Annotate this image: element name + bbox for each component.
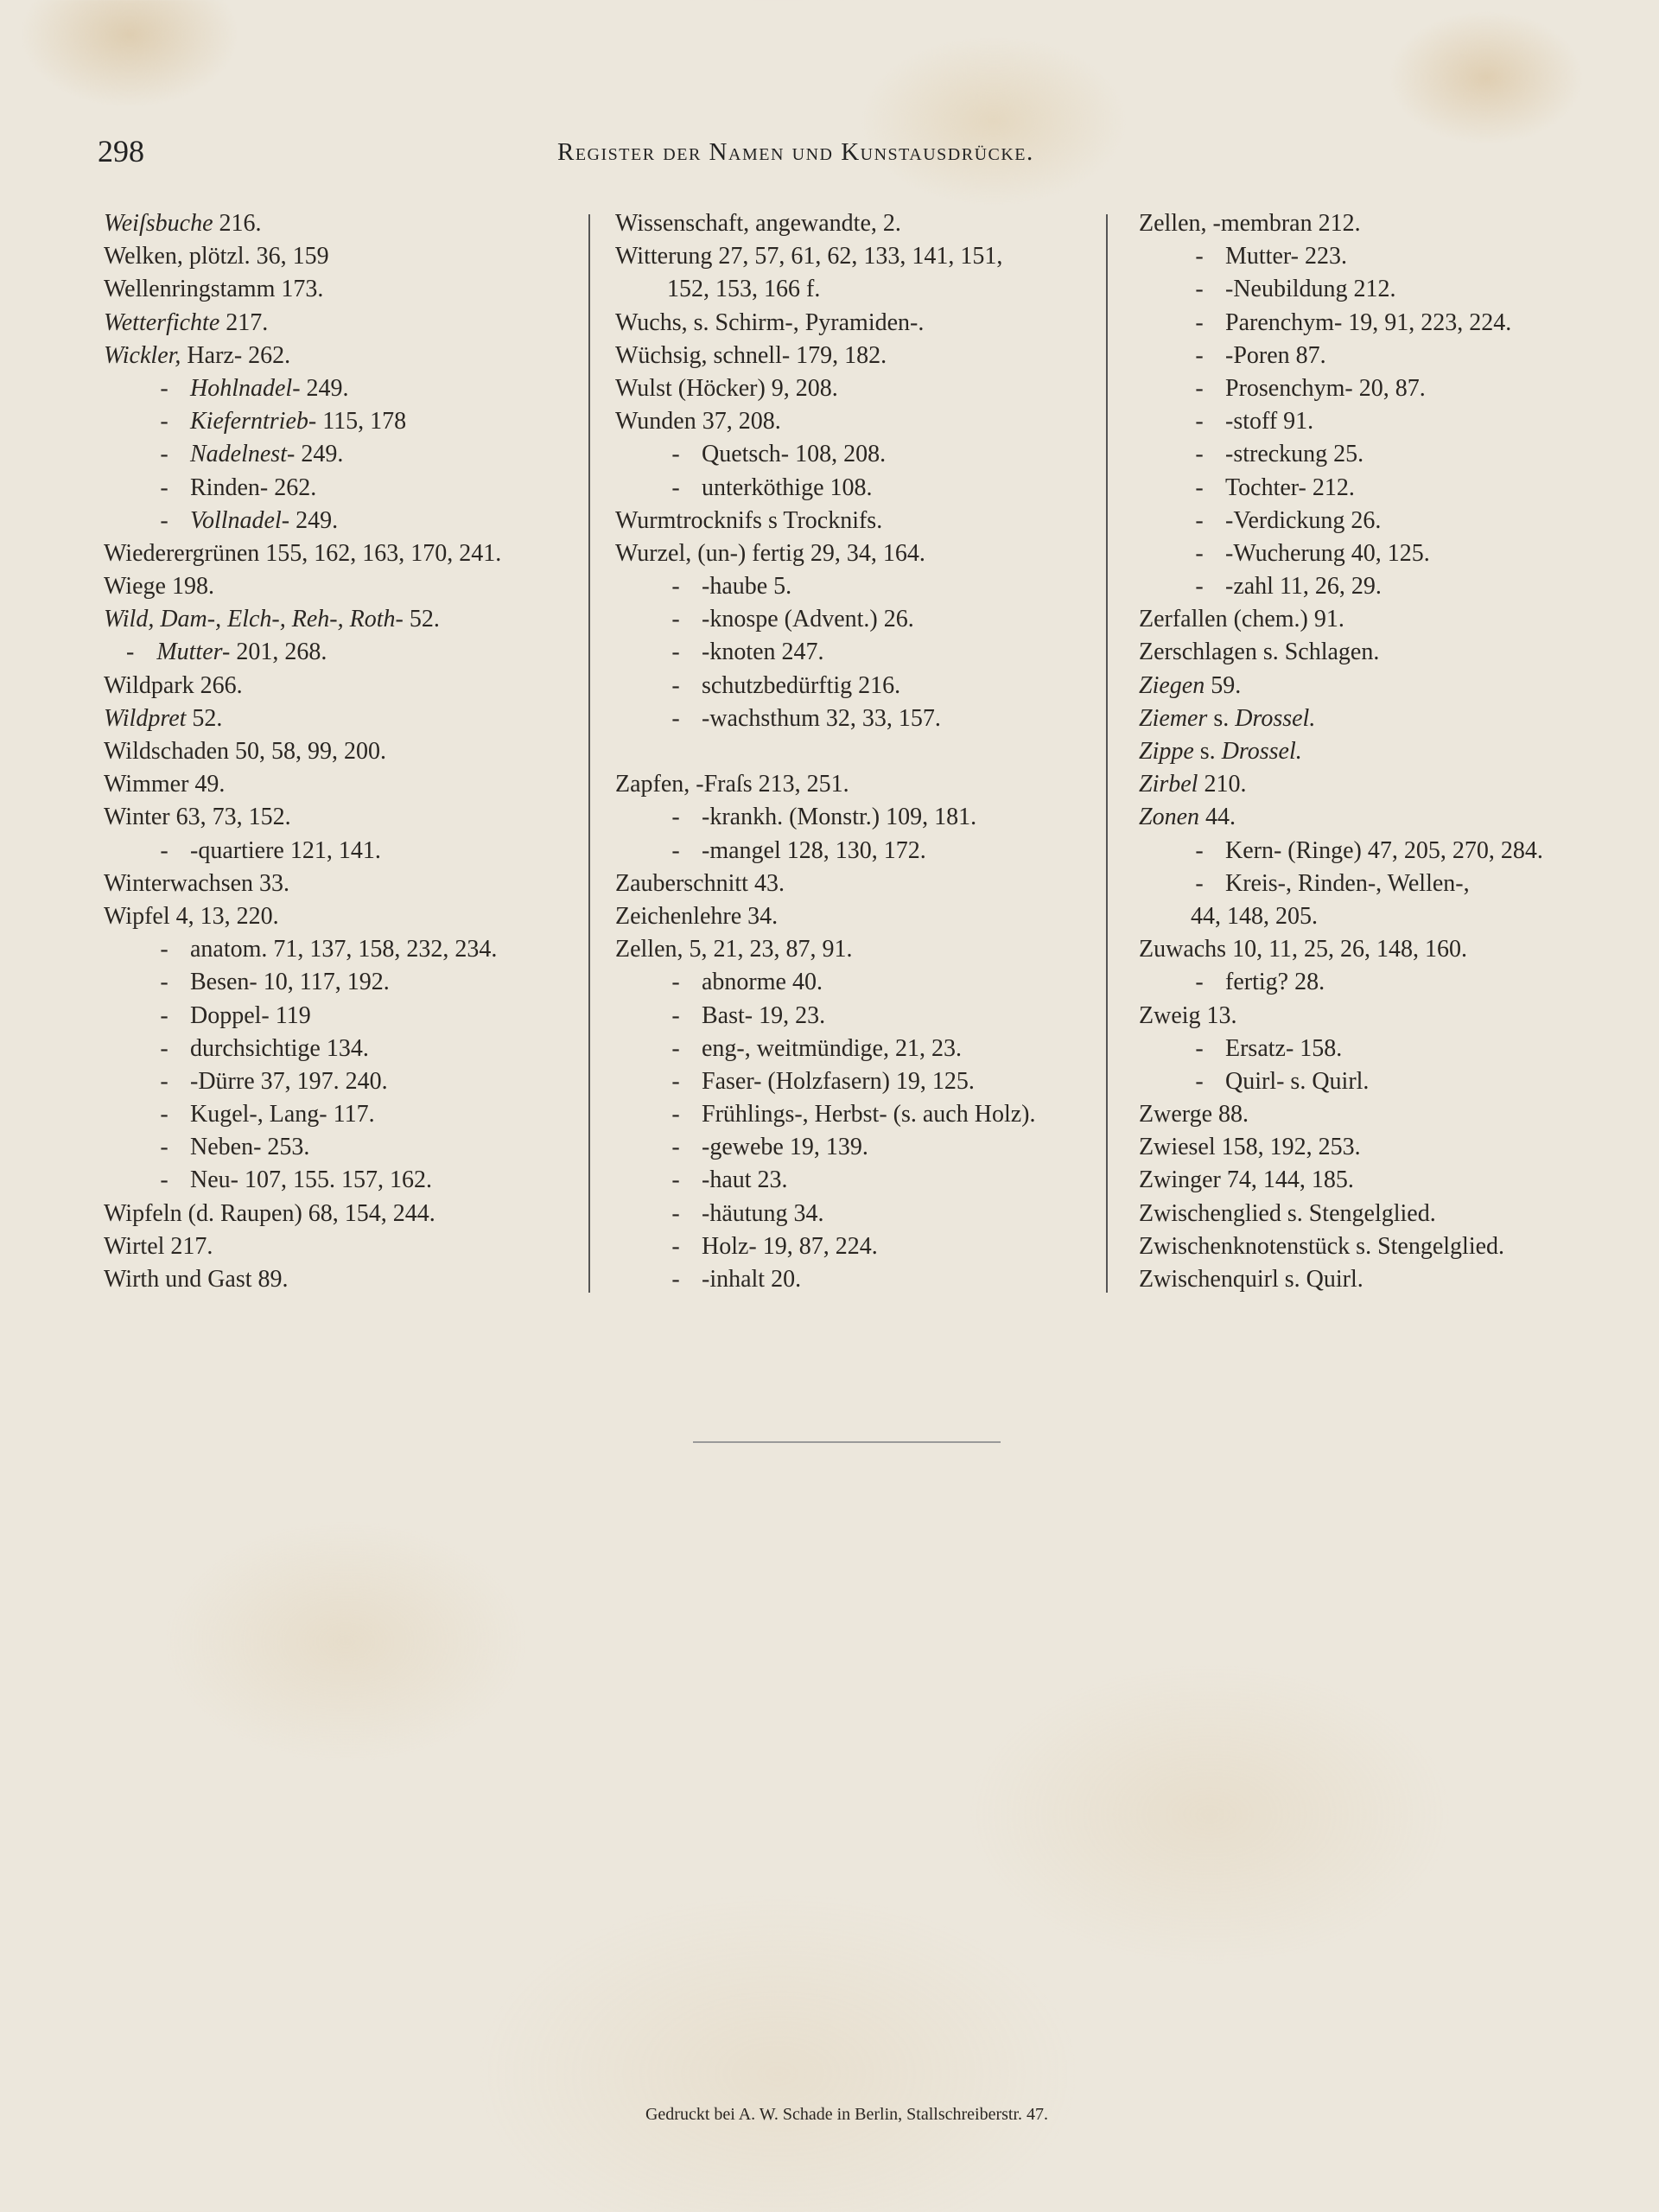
index-subentry	[104, 372, 588, 405]
ditto-dash: -	[160, 1067, 168, 1095]
index-entry	[1139, 1131, 1640, 1164]
ditto-dash: -	[160, 408, 168, 435]
index-subentry	[104, 1164, 588, 1197]
index-entry	[615, 405, 1099, 438]
entry-term: Holz- 19, 87, 224.	[702, 1232, 878, 1260]
entry-term: Rinden- 262.	[190, 474, 317, 501]
entry-term: -häutung 34.	[702, 1199, 824, 1227]
index-entry	[615, 768, 1099, 801]
entry-term: Faser- (Holzfasern) 19, 125.	[702, 1067, 975, 1095]
ditto-dash: -	[1195, 1067, 1204, 1095]
entry-pages: 217.	[219, 308, 269, 336]
index-subentry	[1139, 438, 1640, 471]
entry-term: Neu- 107, 155. 157, 162.	[190, 1166, 432, 1194]
index-subentry	[1139, 240, 1640, 273]
ditto-dash: -	[1195, 243, 1204, 270]
entry-term: -quartiere 121, 141.	[190, 836, 381, 864]
entry-term: -gewebe 19, 139.	[702, 1134, 868, 1161]
entry-term: fertig? 28.	[1225, 969, 1325, 996]
entry-term: -knospe (Advent.) 26.	[702, 606, 914, 633]
index-entry	[1139, 636, 1640, 669]
entry-term: Zwischenknotenstück s. Stengelglied.	[1139, 1232, 1505, 1260]
entry-term: Zonen	[1139, 804, 1199, 831]
index-subentry	[1139, 835, 1640, 868]
index-subentry	[1139, 537, 1640, 570]
index-subentry	[615, 702, 1099, 735]
ditto-dash: -	[1195, 1034, 1204, 1062]
index-subentry	[104, 966, 588, 999]
entry-term: Kern- (Ringe) 47, 205, 270, 284.	[1225, 836, 1543, 864]
entry-term: anatom. 71, 137, 158, 232, 234.	[190, 936, 498, 963]
entry-term: Quetsch- 108, 208.	[702, 441, 887, 468]
ditto-dash: -	[1195, 474, 1204, 501]
entry-term: Wurmtrocknifs s Trocknifs.	[615, 506, 883, 534]
entry-term: -Verdickung 26.	[1225, 506, 1382, 534]
entry-term: Doppel- 119	[190, 1001, 311, 1029]
index-subentry	[615, 1263, 1099, 1296]
ditto-dash: -	[1195, 308, 1204, 336]
index-entry	[104, 603, 588, 636]
index-subentry	[615, 1000, 1099, 1033]
index-entry	[1139, 1098, 1640, 1131]
ditto-dash: -	[671, 639, 680, 666]
index-entry	[1139, 768, 1640, 801]
index-entry	[615, 537, 1099, 570]
index-subentry	[1139, 966, 1640, 999]
index-subentry	[615, 636, 1099, 669]
ditto-dash: -	[160, 969, 168, 996]
entry-term: Wirth und Gast 89.	[104, 1266, 289, 1293]
entry-term: Wildpret	[104, 704, 187, 732]
index-entry	[615, 340, 1099, 372]
entry-pages: Harz- 262.	[181, 341, 291, 369]
index-entry	[1139, 702, 1640, 735]
entry-term: Winter 63, 73, 152.	[104, 804, 291, 831]
entry-term: -Poren 87.	[1225, 341, 1326, 369]
index-entry	[104, 307, 588, 340]
entry-term: -stoff 91.	[1225, 408, 1314, 435]
entry-term: -mangel 128, 130, 172.	[702, 836, 926, 864]
entry-term: 44, 148, 205.	[1191, 902, 1318, 930]
index-subentry	[615, 570, 1099, 603]
entry-term: Zauberschnitt 43.	[615, 869, 785, 897]
index-entry	[104, 670, 588, 702]
entry-term: Wildpark 266.	[104, 671, 243, 699]
index-entry	[104, 801, 588, 834]
ditto-dash: -	[671, 441, 680, 468]
entry-term: -streckung 25.	[1225, 441, 1364, 468]
index-subentry	[1139, 340, 1640, 372]
index-entry	[104, 537, 588, 570]
index-subentry	[1139, 570, 1640, 603]
ditto-dash: -	[1195, 276, 1204, 303]
entry-pages: 44.	[1199, 804, 1236, 831]
entry-term: Tochter- 212.	[1225, 474, 1355, 501]
entry-term: Wirtel 217.	[104, 1232, 213, 1260]
index-subentry	[615, 670, 1099, 702]
index-subentry	[615, 603, 1099, 636]
entry-term: Wetterfichte	[104, 308, 220, 336]
index-subentry	[615, 472, 1099, 505]
entry-term: -Wucherung 40, 125.	[1225, 539, 1430, 567]
index-subentry	[615, 801, 1099, 834]
index-subentry	[615, 1098, 1099, 1131]
page-number: 298	[98, 134, 144, 168]
entry-term: Quirl- s. Quirl.	[1225, 1067, 1370, 1095]
index-entry	[615, 372, 1099, 405]
index-entry	[615, 273, 1099, 306]
entry-term: -haut 23.	[702, 1166, 788, 1194]
index-subentry	[104, 505, 588, 537]
ditto-dash: -	[1195, 408, 1204, 435]
entry-term: Zerfallen (chem.) 91.	[1139, 606, 1344, 633]
entry-term: Welken, plötzl. 36, 159	[104, 243, 329, 270]
ditto-dash: -	[160, 1001, 168, 1029]
index-subentry	[615, 438, 1099, 471]
index-subentry	[104, 405, 588, 438]
index-entry	[615, 868, 1099, 900]
index-subentry	[615, 1230, 1099, 1263]
entry-pages: s.	[1193, 738, 1222, 765]
index-subentry	[615, 1164, 1099, 1197]
entry-term: Parenchym- 19, 91, 223, 224.	[1225, 308, 1512, 336]
ditto-dash: -	[1195, 506, 1204, 534]
entry-term: Zwischenglied s. Stengelglied.	[1139, 1199, 1436, 1227]
entry-term: eng-, weitmündige, 21, 23.	[702, 1034, 962, 1062]
column-divider	[588, 214, 590, 1293]
ditto-dash: -	[1195, 374, 1204, 402]
entry-term: Neben- 253.	[190, 1134, 310, 1161]
index-subentry	[1139, 273, 1640, 306]
entry-term: Zwinger 74, 144, 185.	[1139, 1166, 1354, 1194]
index-entry	[615, 933, 1099, 966]
index-entry	[615, 240, 1099, 273]
entry-term: Wellenringstamm 173.	[104, 276, 324, 303]
entry-pages: 210.	[1198, 771, 1247, 798]
entry-term: Bast- 19, 23.	[702, 1001, 826, 1029]
ditto-dash: -	[671, 1232, 680, 1260]
index-column-3	[1139, 207, 1640, 1296]
entry-term: Wild, Dam-, Elch-, Reh-, Roth-	[104, 606, 404, 633]
entry-term: abnorme 40.	[702, 969, 823, 996]
index-entry	[104, 207, 588, 240]
entry-term: durchsichtige 134.	[190, 1034, 369, 1062]
index-entry	[104, 735, 588, 768]
index-entry	[104, 702, 588, 735]
ditto-dash: -	[1195, 441, 1204, 468]
index-entry	[615, 307, 1099, 340]
entry-term: Kugel-, Lang- 117.	[190, 1101, 375, 1128]
entry-term: Zwischenquirl s. Quirl.	[1139, 1266, 1363, 1293]
index-subentry	[1139, 405, 1640, 438]
end-rule	[693, 1441, 1001, 1443]
index-entry	[1139, 670, 1640, 702]
index-subentry	[1139, 505, 1640, 537]
entry-term: Zwiesel 158, 192, 253.	[1139, 1134, 1361, 1161]
ditto-dash: -	[1195, 969, 1204, 996]
index-subentry	[1139, 1033, 1640, 1065]
index-entry	[1139, 207, 1640, 240]
entry-term: -Neubildung 212.	[1225, 276, 1396, 303]
ditto-dash: -	[160, 1101, 168, 1128]
page-header	[0, 130, 1659, 181]
entry-reference: Drossel.	[1235, 704, 1316, 732]
ditto-dash: -	[671, 1166, 680, 1194]
entry-term: schutzbedürftig 216.	[702, 671, 901, 699]
running-title: Register der Namen und Kunstausdrücke.	[557, 138, 1034, 166]
entry-term: Zippe	[1139, 738, 1194, 765]
index-subentry	[615, 966, 1099, 999]
ditto-dash: -	[671, 1199, 680, 1227]
entry-term: Wimmer 49.	[104, 771, 226, 798]
index-column-1	[104, 207, 588, 1296]
ditto-dash: -	[1195, 341, 1204, 369]
ditto-dash: -	[160, 374, 168, 402]
ditto-dash: -	[160, 441, 168, 468]
ditto-dash: -	[671, 671, 680, 699]
index-subentry	[1139, 372, 1640, 405]
ditto-dash: -	[671, 836, 680, 864]
entry-term: Prosenchym- 20, 87.	[1225, 374, 1426, 402]
index-subentry	[1139, 307, 1640, 340]
entry-term: Zapfen, -Fraſs 213, 251.	[615, 771, 849, 798]
column-divider	[1106, 214, 1108, 1293]
index-subentry	[615, 1033, 1099, 1065]
entry-term: Zeichenlehre 34.	[615, 902, 779, 930]
entry-term: Wickler,	[104, 341, 181, 369]
entry-term: Ziegen	[1139, 671, 1205, 699]
entry-term: Frühlings-, Herbst- (s. auch Holz).	[702, 1101, 1036, 1128]
printer-imprint: Gedruckt bei A. W. Schade in Berlin, Stallschreiberstr. 47.	[645, 2105, 1049, 2124]
index-subentry	[615, 1198, 1099, 1230]
index-entry	[104, 1263, 588, 1296]
index-entry	[104, 240, 588, 273]
index-entry	[104, 1198, 588, 1230]
entry-term: 152, 153, 166 f.	[667, 276, 821, 303]
index-entry	[104, 273, 588, 306]
index-subentry	[615, 1065, 1099, 1098]
entry-term: Ersatz- 158.	[1225, 1034, 1343, 1062]
index-entry	[1139, 801, 1640, 834]
ditto-dash: -	[1195, 539, 1204, 567]
index-subentry	[104, 438, 588, 471]
entry-term: Zwerge 88.	[1139, 1101, 1249, 1128]
entry-term: -krankh. (Monstr.) 109, 181.	[702, 804, 977, 831]
ditto-dash: -	[671, 1067, 680, 1095]
entry-term: Wüchsig, schnell- 179, 182.	[615, 341, 887, 369]
ditto-dash: -	[671, 573, 680, 601]
entry-term: Winterwachsen 33.	[104, 869, 290, 897]
entry-term: Wurzel, (un-) fertig 29, 34, 164.	[615, 539, 925, 567]
index-entry	[1139, 735, 1640, 768]
index-subentry	[104, 1131, 588, 1164]
entry-pages: s.	[1207, 704, 1236, 732]
entry-term: Vollnadel-	[190, 506, 290, 534]
index-subentry	[1139, 472, 1640, 505]
entry-term: Wulst (Höcker) 9, 208.	[615, 374, 838, 402]
entry-term: Wildschaden 50, 58, 99, 200.	[104, 738, 387, 765]
entry-term: Kieferntrieb-	[190, 408, 317, 435]
ditto-dash: -	[160, 936, 168, 963]
ditto-dash: -	[671, 1001, 680, 1029]
index-entry	[104, 340, 588, 372]
ditto-dash: -	[671, 804, 680, 831]
entry-term: Wipfel 4, 13, 220.	[104, 902, 279, 930]
entry-reference: Drossel.	[1221, 738, 1302, 765]
entry-term: Witterung 27, 57, 61, 62, 133, 141, 151,	[615, 243, 1003, 270]
entry-term: -haube 5.	[702, 573, 792, 601]
ditto-dash: -	[160, 1034, 168, 1062]
entry-pages: 52.	[403, 606, 440, 633]
index-entry	[615, 505, 1099, 537]
entry-pages: 115, 178	[316, 408, 407, 435]
index-entry	[1139, 1230, 1640, 1263]
ditto-dash: -	[1195, 869, 1204, 897]
entry-term: Besen- 10, 117, 192.	[190, 969, 390, 996]
ditto-dash: -	[671, 474, 680, 501]
index-subentry	[104, 1065, 588, 1098]
index-subentry	[104, 472, 588, 505]
entry-term: Zellen, -membran 212.	[1139, 210, 1361, 237]
index-subentry	[615, 835, 1099, 868]
index-entry	[615, 207, 1099, 240]
ditto-dash: -	[160, 836, 168, 864]
ditto-dash: -	[160, 474, 168, 501]
entry-term: Weiſsbuche	[104, 210, 213, 237]
index-subentry	[104, 1098, 588, 1131]
entry-term: Wiederergrünen 155, 162, 163, 170, 241.	[104, 539, 502, 567]
entry-term: Zweig 13.	[1139, 1001, 1237, 1029]
index-entry	[615, 900, 1099, 933]
entry-term: Mutter- 223.	[1225, 243, 1347, 270]
index-subentry	[1139, 1065, 1640, 1098]
entry-term: Zerschlagen s. Schlagen.	[1139, 639, 1380, 666]
ditto-dash: -	[160, 506, 168, 534]
index-subentry	[1139, 868, 1640, 900]
ditto-dash: -	[126, 639, 135, 666]
index-entry	[104, 570, 588, 603]
ditto-dash: -	[671, 969, 680, 996]
ditto-dash: -	[671, 1034, 680, 1062]
entry-pages: 216.	[213, 210, 262, 237]
entry-term: Wunden 37, 208.	[615, 408, 781, 435]
index-entry	[1139, 1198, 1640, 1230]
index-entry	[104, 900, 588, 933]
ditto-dash: -	[160, 1166, 168, 1194]
ditto-dash: -	[671, 606, 680, 633]
entry-pages: 59.	[1205, 671, 1242, 699]
entry-term: Zuwachs 10, 11, 25, 26, 148, 160.	[1139, 936, 1468, 963]
index-entry	[1139, 1263, 1640, 1296]
entry-pages: 249.	[289, 506, 339, 534]
index-entry	[615, 735, 1099, 768]
index-entry	[1139, 900, 1640, 933]
entry-term: unterköthige 108.	[702, 474, 873, 501]
ditto-dash: -	[1195, 573, 1204, 601]
entry-term: -Dürre 37, 197. 240.	[190, 1067, 388, 1095]
entry-term: Kreis-, Rinden-, Wellen-,	[1225, 869, 1470, 897]
index-subentry	[104, 835, 588, 868]
entry-term: Wuchs, s. Schirm-, Pyramiden-.	[615, 308, 925, 336]
entry-pages: 249.	[300, 374, 349, 402]
ditto-dash: -	[671, 1134, 680, 1161]
entry-term: -zahl 11, 26, 29.	[1225, 573, 1382, 601]
index-subentry	[615, 1131, 1099, 1164]
ditto-dash: -	[671, 1266, 680, 1293]
entry-term: -knoten 247.	[702, 639, 824, 666]
ditto-dash: -	[671, 1101, 680, 1128]
index-entry	[1139, 603, 1640, 636]
ditto-dash: -	[1195, 836, 1204, 864]
entry-pages: 52.	[186, 704, 223, 732]
entry-term: Hohlnadel-	[190, 374, 301, 402]
entry-pages: 201, 268.	[230, 639, 327, 666]
index-entry	[1139, 1000, 1640, 1033]
index-subentry	[104, 1033, 588, 1065]
index-column-2	[615, 207, 1099, 1296]
index-entry	[1139, 933, 1640, 966]
entry-term: Wipfeln (d. Raupen) 68, 154, 244.	[104, 1199, 435, 1227]
ditto-dash: -	[160, 1134, 168, 1161]
entry-term: -inhalt 20.	[702, 1266, 802, 1293]
ditto-dash: -	[671, 704, 680, 732]
index-entry	[1139, 1164, 1640, 1197]
entry-term: Nadelnest-	[190, 441, 296, 468]
index-entry	[104, 636, 588, 669]
entry-pages: 249.	[295, 441, 344, 468]
entry-term: Zellen, 5, 21, 23, 87, 91.	[615, 936, 853, 963]
entry-term: -wachsthum 32, 33, 157.	[702, 704, 941, 732]
index-subentry	[104, 1000, 588, 1033]
index-subentry	[104, 933, 588, 966]
entry-term: Wiege 198.	[104, 573, 214, 601]
index-entry	[104, 1230, 588, 1263]
index-entry	[104, 768, 588, 801]
entry-term: Zirbel	[1139, 771, 1198, 798]
entry-term: Ziemer	[1139, 704, 1208, 732]
entry-term: Wissenschaft, angewandte, 2.	[615, 210, 901, 237]
index-entry	[104, 868, 588, 900]
entry-term: Mutter-	[156, 639, 231, 666]
